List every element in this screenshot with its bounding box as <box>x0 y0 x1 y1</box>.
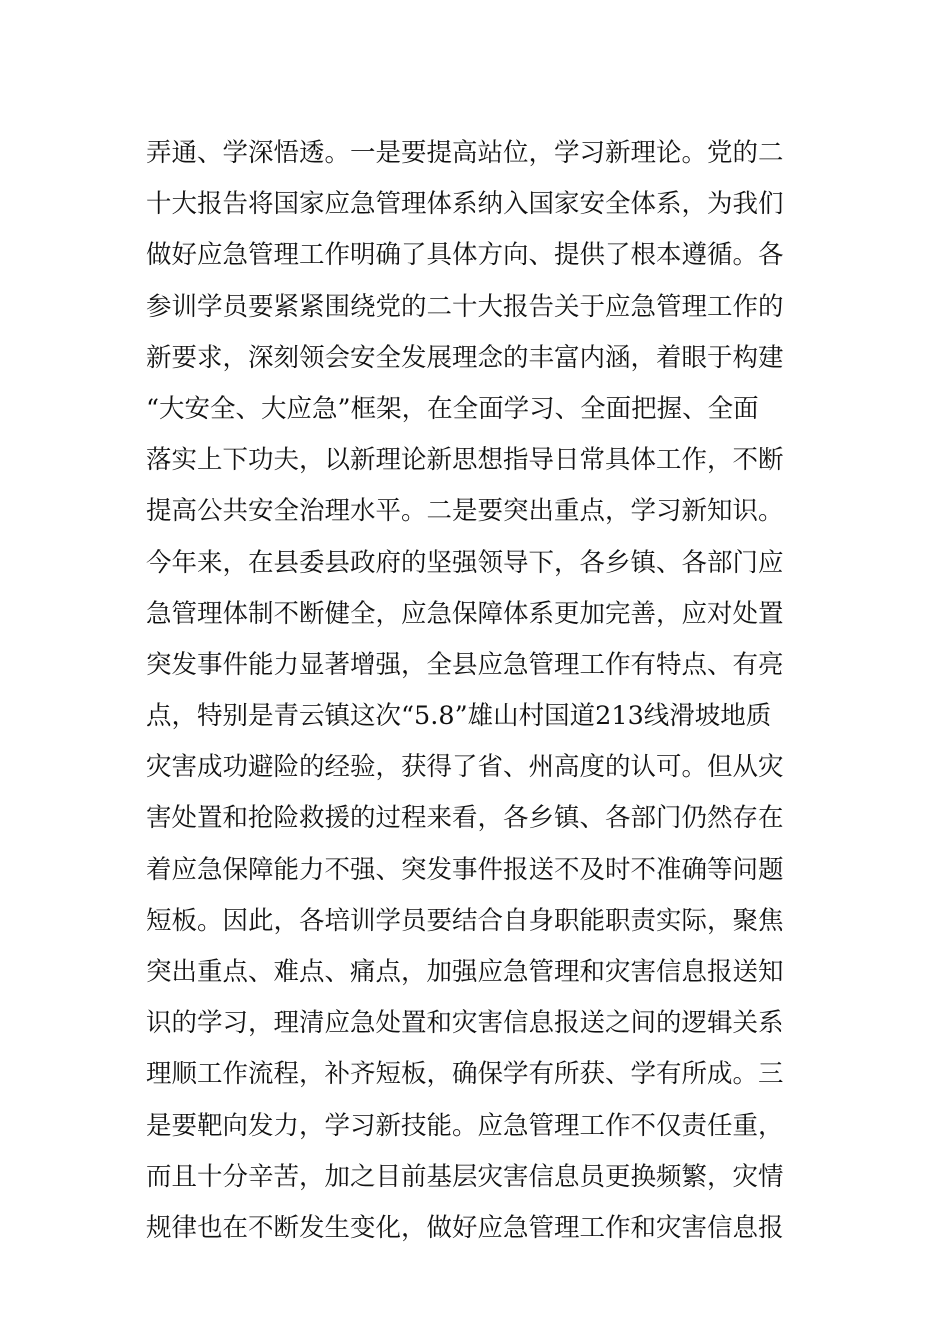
text-line: 理顺工作流程，补齐短板，确保学有所获、学有所成。三 <box>146 1059 784 1090</box>
text-line: 弄通、学深悟透。一是要提高站位，学习新理论。党的二 <box>146 138 784 168</box>
text-line: 点，特别是青云镇这次“5.8”雄山村国道213线滑坡地质 <box>146 701 772 732</box>
text-line: 参训学员要紧紧围绕党的二十大报告关于应急管理工作的 <box>146 291 784 322</box>
text-line: 突发事件能力显著增强，全县应急管理工作有特点、有亮 <box>146 649 784 680</box>
text-line: 突出重点、难点、痛点，加强应急管理和灾害信息报送知 <box>146 957 784 987</box>
text-line: 而且十分辛苦，加之目前基层灾害信息员更换频繁，灾情 <box>146 1161 784 1192</box>
text-line: 规律也在不断发生变化，做好应急管理工作和灾害信息报 <box>146 1212 784 1243</box>
text-line: 十大报告将国家应急管理体系纳入国家安全体系，为我们 <box>146 189 784 220</box>
text-line: “大安全、大应急”框架，在全面学习、全面把握、全面 <box>146 393 759 424</box>
text-line: 做好应急管理工作明确了具体方向、提供了根本遵循。各 <box>146 240 784 271</box>
text-line: 害处置和抢险救援的过程来看，各乡镇、各部门仍然存在 <box>146 803 784 834</box>
text-line: 短板。因此，各培训学员要结合自身职能职责实际，聚焦 <box>146 905 784 936</box>
text-line: 新要求，深刻领会安全发展理念的丰富内涵，着眼于构建 <box>146 342 784 373</box>
text-line: 落实上下功夫，以新理论新思想指导日常具体工作，不断 <box>146 445 784 476</box>
text-line: 灾害成功避险的经验，获得了省、州高度的认可。但从灾 <box>146 752 784 783</box>
text-line: 急管理体制不断健全，应急保障体系更加完善，应对处置 <box>146 598 784 629</box>
text-line: 提高公共安全治理水平。二是要突出重点，学习新知识。 <box>146 496 784 527</box>
text-line: 着应急保障能力不强、突发事件报送不及时不准确等问题 <box>146 854 784 885</box>
text-line: 识的学习，理清应急处置和灾害信息报送之间的逻辑关系 <box>146 1008 784 1039</box>
body-paragraph <box>146 128 816 1254</box>
text-line: 今年来，在县委县政府的坚强领导下，各乡镇、各部门应 <box>146 547 784 578</box>
text-line: 是要靶向发力，学习新技能。应急管理工作不仅责任重， <box>146 1110 784 1141</box>
